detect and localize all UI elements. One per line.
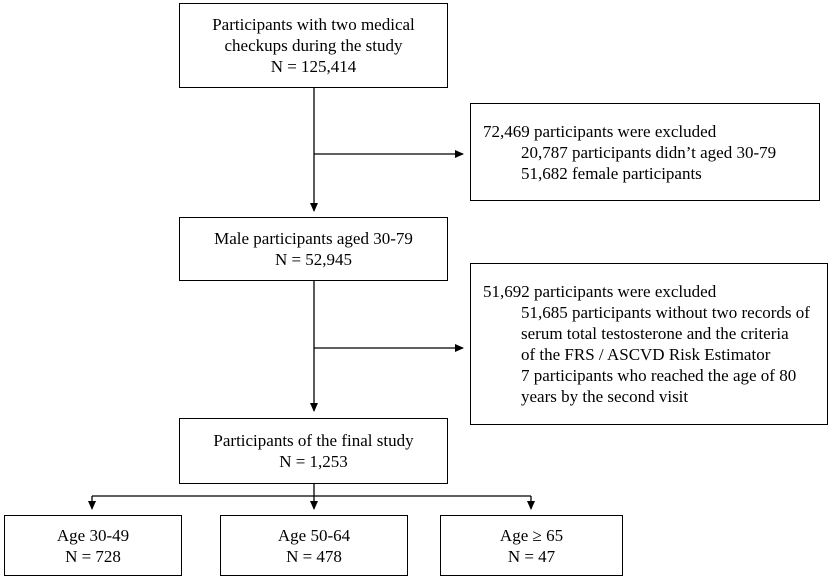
box-group-age-30-49 [4, 515, 182, 576]
box-male-participants [179, 217, 448, 281]
group-2-label: Age 50-64 [277, 525, 351, 545]
box-initial-line-2: checkups during the study [224, 36, 403, 55]
box-exclusion-2 [470, 263, 828, 425]
group-1-label: Age 30-49 [56, 525, 130, 545]
exclusion-2-item-line-1: 51,685 participants without two records of [521, 303, 810, 322]
box-initial-count: N = 125,414 [270, 57, 357, 76]
exclusion-2-header: 51,692 participants were excluded [483, 282, 717, 301]
box-final-study [179, 418, 448, 484]
box-group-age-50-64 [220, 515, 408, 576]
box-final-line-1: Participants of the final study [213, 431, 414, 450]
group-3-label: Age ≥ 65 [499, 525, 564, 545]
box-exclusion-1 [470, 103, 820, 201]
box-initial-line-1: Participants with two medical [212, 15, 415, 34]
box-group-age-65-plus [440, 515, 623, 576]
group-1-count: N = 728 [65, 546, 121, 566]
exclusion-1-header: 72,469 participants were excluded [483, 121, 717, 141]
exclusion-2-item-line-4: 7 participants who reached the age of 80 [521, 366, 797, 385]
group-2-count: N = 478 [286, 546, 342, 566]
exclusion-1-item-age: 20,787 participants didn’t aged 30-79 [521, 142, 777, 162]
group-3-count: N = 47 [507, 546, 556, 566]
exclusion-2-item-line-2: serum total testosterone and the criteria [521, 324, 789, 343]
box-male-count: N = 52,945 [274, 250, 353, 269]
exclusion-1-item-female: 51,682 female participants [521, 163, 702, 183]
box-male-line-1: Male participants aged 30-79 [214, 229, 413, 248]
exclusion-2-item-line-3: of the FRS / ASCVD Risk Estimator [521, 345, 771, 364]
box-initial-participants [179, 3, 448, 88]
box-final-count: N = 1,253 [279, 452, 348, 471]
exclusion-2-item-line-5: years by the second visit [521, 387, 689, 406]
